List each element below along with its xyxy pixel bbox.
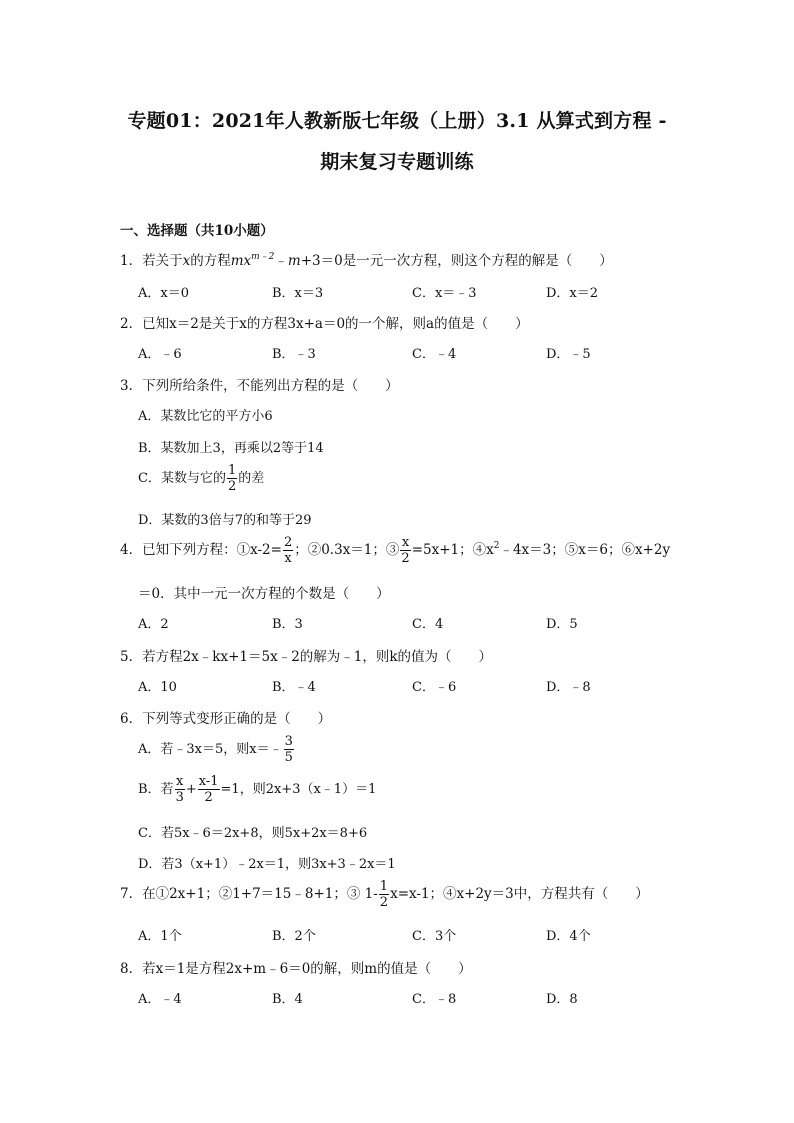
option-a[interactable]: A．﹣6 (138, 347, 182, 362)
question-4-line2: ＝0．其中一元一次方程的个数是（ ） (138, 586, 390, 602)
option-d[interactable]: D．x＝2 (546, 286, 599, 301)
page-title-line1: 专题01：2021年人教新版七年级（上册）3.1 从算式到方程 - (127, 110, 667, 132)
option-c[interactable]: C．x＝﹣3 (412, 286, 477, 301)
option-c[interactable]: C．﹣4 (412, 347, 457, 362)
option-b[interactable]: B．x＝3 (272, 286, 324, 301)
option-b[interactable]: B．3 (272, 617, 303, 632)
fraction: $\frac{x}{3}$ (175, 774, 184, 805)
option-d[interactable]: D．4个 (546, 929, 591, 944)
option-a[interactable]: A．2 (138, 617, 169, 632)
question-5: 5．若方程2x﹣kx+1＝5x﹣2的解为﹣1，则k的值为（ ） (120, 649, 493, 665)
question-3-option-d[interactable]: D．某数的3倍与7的和等于29 (138, 513, 312, 528)
option-a[interactable]: A．10 (138, 680, 177, 695)
question-2: 2．已知x＝2是关于x的方程3x+a＝0的一个解，则a的值是（ ） (120, 316, 529, 332)
fraction: $\frac{1}{2}$ (227, 463, 237, 494)
option-d[interactable]: D．﹣8 (546, 680, 591, 695)
option-d[interactable]: D．﹣5 (546, 347, 591, 362)
option-a[interactable]: A．﹣4 (138, 992, 182, 1007)
fraction: $\frac{2}{x}$ (283, 535, 293, 566)
question-6-option-c[interactable]: C．若5x﹣6＝2x+8，则5x+2x＝8+6 (138, 826, 368, 841)
section-heading: 一、选择题（共10小题） (120, 223, 274, 239)
option-d[interactable]: D．5 (546, 617, 578, 632)
fraction: $\frac{3}{5}$ (284, 734, 293, 765)
fraction: $\frac{x-1}{2}$ (198, 774, 219, 805)
option-c[interactable]: C．3个 (412, 929, 457, 944)
option-a[interactable]: A．1个 (138, 929, 182, 944)
question-3-option-b[interactable]: B．某数加上3，再乘以2等于14 (138, 441, 324, 456)
option-b[interactable]: B．2个 (272, 929, 316, 944)
option-d[interactable]: D．8 (546, 992, 578, 1007)
question-4: 4．已知下列方程：①x-2= $\frac{2}{x}$ ；②0.3x＝1；③ $\frac{x}{2}$ =5x+1；$④x^2﹣4x=3$；⑤x＝6；⑥x+2y (120, 535, 671, 566)
question-3-option-a[interactable]: A．某数比它的平方小6 (138, 409, 273, 424)
question-6: 6．下列等式变形正确的是（ ） (120, 711, 332, 727)
question-8: 8．若x＝1是方程2x+m﹣6＝0的解，则m的值是（ ） (120, 961, 472, 977)
fraction: $\frac{1}{2}$ (379, 879, 389, 910)
question-3-option-c[interactable]: C．某数与它的 $\frac{1}{2}$ 的差 (138, 463, 265, 494)
question-1: 1．若关于x的方程$mx^{m﹣2}﹣m+3=0$是一元一次方程，则这个方程的解是（ ） (120, 252, 613, 269)
option-a[interactable]: A．x＝0 (138, 286, 189, 301)
option-c[interactable]: C．﹣6 (412, 680, 457, 695)
option-b[interactable]: B．﹣3 (272, 347, 316, 362)
question-6-option-a[interactable]: A．若﹣3x＝5，则x＝﹣ $\frac{3}{5}$ (138, 734, 293, 765)
question-6-option-b[interactable]: B．若 $\frac{x}{3}$ + $\frac{x-1}{2}$ =1，则2x+3（x﹣1）＝1 (138, 774, 377, 805)
question-3: 3．下列所给条件，不能列出方程的是（ ） (120, 378, 399, 394)
option-b[interactable]: B．﹣4 (272, 680, 316, 695)
option-c[interactable]: C．4 (412, 617, 444, 632)
fraction: $\frac{x}{2}$ (401, 535, 410, 566)
question-6-option-d[interactable]: D．若3（x+1）﹣2x＝1，则3x+3﹣2x＝1 (138, 857, 396, 872)
option-b[interactable]: B．4 (272, 992, 303, 1007)
page-title-line2: 期末复习专题训练 (320, 151, 474, 173)
question-7: 7．在①2x+1；②1+7＝15﹣8+1；③ 1- $\frac{1}{2}$ x=x-1；④x+2y＝3中，方程共有（ ） (120, 879, 649, 910)
option-c[interactable]: C．﹣8 (412, 992, 457, 1007)
